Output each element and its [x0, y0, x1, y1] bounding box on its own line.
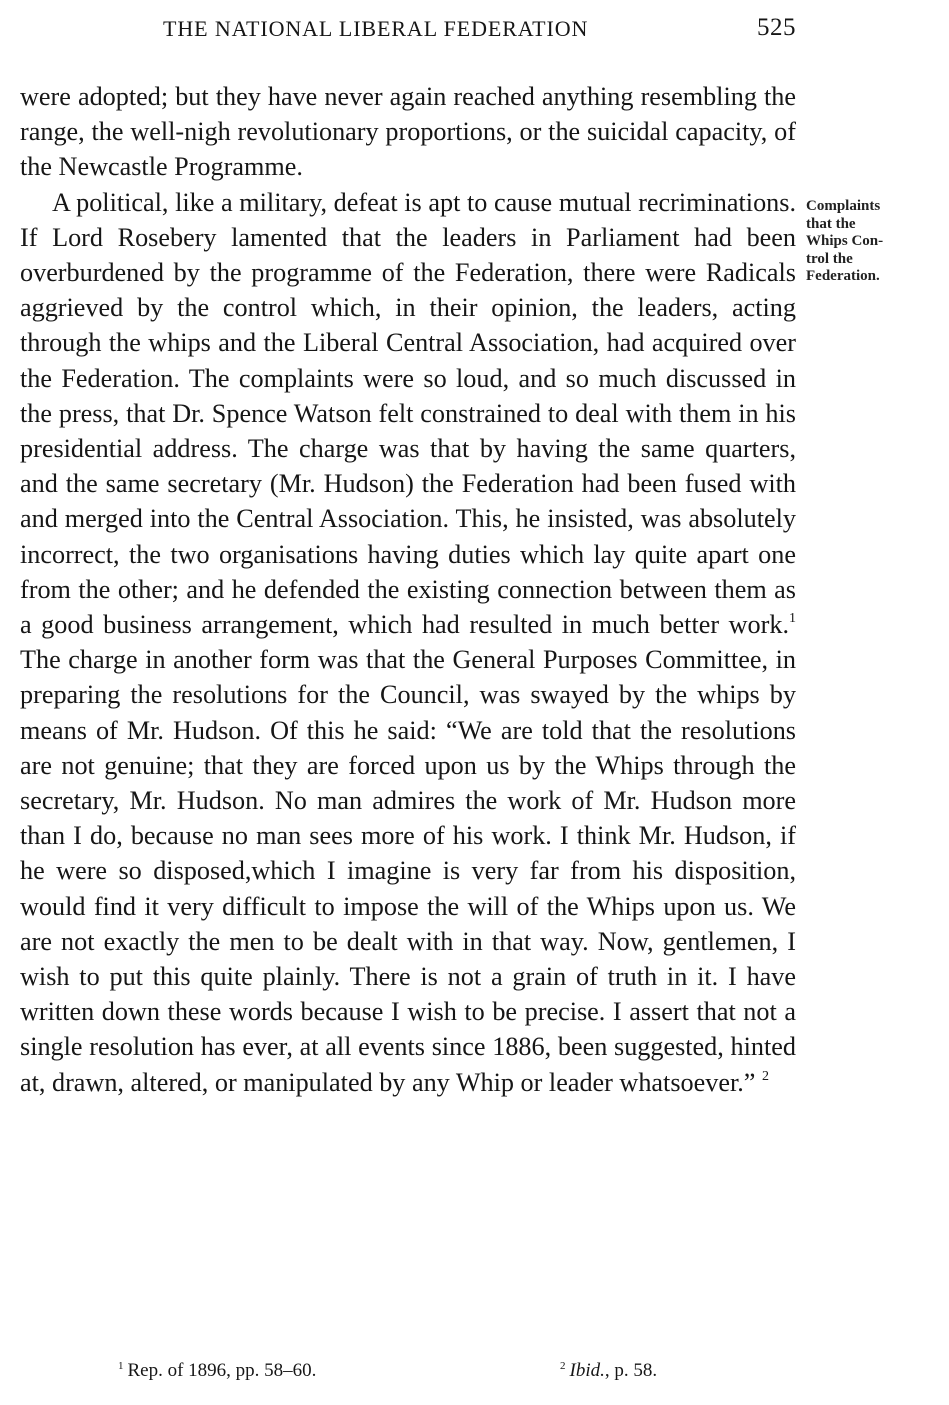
footnote-mark: 2 [560, 1360, 566, 1372]
margin-note-line: Complaints [806, 198, 881, 214]
footnote-text: Ibid., p. 58. [569, 1360, 658, 1381]
paragraph-continuation [20, 79, 796, 185]
margin-note-line: Whips Con- [806, 233, 884, 249]
page-number: 525 [757, 14, 796, 41]
paragraph-text: The charge in another form was that the General Purposes Committee, in preparing the resolutions for the Council, was swayed by the whips by means of Mr. Hudson. Of this he said: “We are told that the resolutions are not genuine; that they are forced upon us by the Whips through the secretary, Mr. Hudson. No man admires the work of Mr. Hudson more than I do, because no man sees more of his work. I think Mr. Hudson, if he were so disposed,which I imagine is very far from his disposition, would find it very difficult to impose the will of the Whips upon us. We are not exactly the men to be dealt with in that way. Now, gentlemen, I wish to put this quite plainly. There is not a grain of truth in it. I have written down these words because I wish to be precise. I assert that not a single resolution has ever, at all events since 1886, been suggested, hinted at, drawn, altered, or manipulated by any Whip or leader whatsoever.” [20, 645, 796, 1097]
footnote-text: Rep. of 1896, pp. 58–60. [127, 1360, 317, 1381]
margin-note-line: Federation. [806, 268, 880, 284]
body-text [20, 79, 796, 1100]
paragraph-text: were adopted; but they have never again reached anything resembling the range, the well-nigh revolutionary proportions, or the suicidal capacity, of the Newcastle Programme. [20, 82, 796, 182]
paragraph-text: A political, like a military, defeat is apt to cause mutual recriminations. If Lord Rosebery lamented that the leaders in Parliament had been overburdened by the programme of the Federation, there were Radicals aggrieved by the control which, in their opinion, the leaders, acting through the whips and the Liberal Central Association, had acquired over the Federation. The complaints were so loud, and so much discussed in the press, that Dr. Spence Watson felt constrained to deal with them in his presidential address. The charge was that by having the same quarters, and the same secretary (Mr. Hudson) the Federation had been fused with and merged into the Central Association. This, he insisted, was absolutely incorrect, the two organisations having duties which lay quite apart one from the other; and he defended the existing connection between them as a good business arrangement, which had resulted in much better work. [20, 187, 796, 640]
margin-note-line: trol the [806, 250, 853, 267]
margin-note [806, 198, 946, 286]
paragraph-complaints [20, 185, 796, 1100]
running-head [20, 14, 796, 44]
footnotes [0, 1360, 949, 1390]
margin-note-line: that the [806, 215, 856, 232]
footnote-2 [560, 1360, 657, 1382]
footnote-ref-2: 2 [761, 1068, 769, 1084]
running-head-title: THE NATIONAL LIBERAL FEDERATION [163, 16, 589, 41]
footnote-1 [118, 1360, 316, 1382]
footnote-mark: 1 [118, 1360, 124, 1372]
footnote-ref-1: 1 [789, 611, 796, 627]
